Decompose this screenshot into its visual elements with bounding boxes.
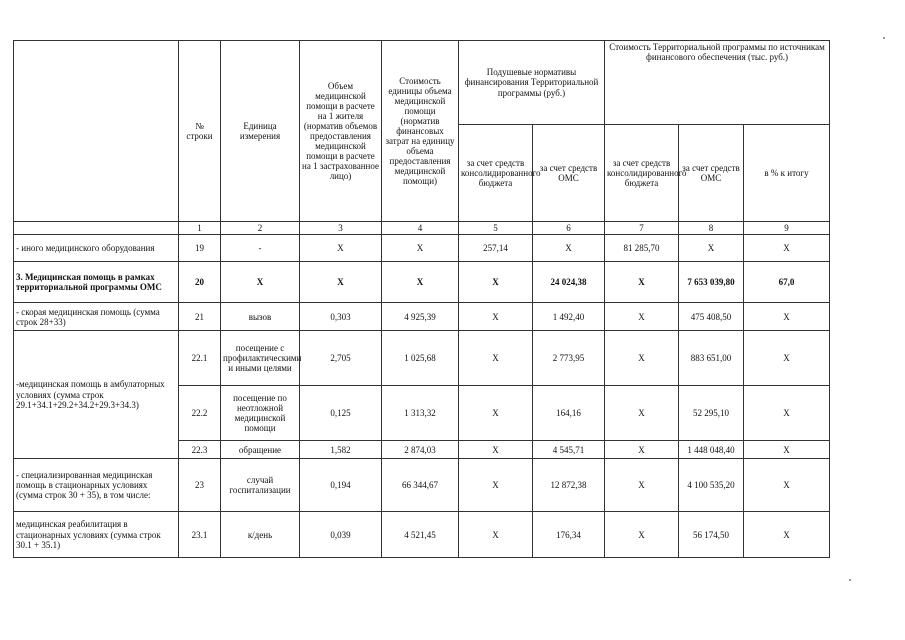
row-name: медицинская реабилитация в стационарных условиях (сумма строк 30.1 + 35.1) (14, 512, 179, 558)
scan-speck (883, 37, 885, 39)
row-cost: 66 344,67 (382, 459, 459, 512)
row-cp-percent: Х (744, 303, 830, 331)
row-pc-oms: 4 545,71 (533, 441, 605, 459)
column-numbers-row (14, 222, 830, 235)
row-pc-budget: Х (459, 512, 533, 558)
row-number: 20 (179, 262, 221, 303)
row-pc-oms: 2 773,95 (533, 331, 605, 386)
row-cp-budget: Х (605, 386, 679, 441)
row-unit: к/день (221, 512, 300, 558)
col-number: 2 (221, 222, 300, 235)
row-cp-oms: 883 651,00 (679, 331, 744, 386)
row-number: 22.2 (179, 386, 221, 441)
row-name: - иного медицинского оборудования (14, 235, 179, 262)
row-unit: обращение (221, 441, 300, 459)
row-cost: 4 521,45 (382, 512, 459, 558)
row-unit: вызов (221, 303, 300, 331)
row-cp-oms: 475 408,50 (679, 303, 744, 331)
table-row (14, 262, 830, 303)
row-pc-oms: 164,16 (533, 386, 605, 441)
row-cp-budget: Х (605, 441, 679, 459)
header-pc-oms: за счет средств ОМС (533, 125, 605, 222)
row-unit: случай госпитализации (221, 459, 300, 512)
row-unit: Х (221, 262, 300, 303)
row-number: 19 (179, 235, 221, 262)
row-name: - специализированная медицинская помощь в стационарных условиях (сумма строк 30 + 35), в том числе: (14, 459, 179, 512)
row-cp-percent: 67,0 (744, 262, 830, 303)
row-name: 3. Медицинская помощь в рамках территориальной программы ОМС (14, 262, 179, 303)
row-unit: посещение с профилактическими и иными целями (221, 331, 300, 386)
col-number: 1 (179, 222, 221, 235)
row-volume: 0,194 (300, 459, 382, 512)
row-cost: 4 925,39 (382, 303, 459, 331)
row-pc-budget: Х (459, 441, 533, 459)
col-number-blank (14, 222, 179, 235)
header-name-blank (14, 41, 179, 222)
table-row (14, 512, 830, 558)
row-cp-oms: 1 448 048,40 (679, 441, 744, 459)
header-volume: Объем медицинской помощи в расчете на 1 жителя (норматив объемов предоставления медицинской помощи в расчете на 1 застрахованное лицо) (300, 41, 382, 222)
row-unit: посещение по неотложной медицинской помощи (221, 386, 300, 441)
row-name: -медицинская помощь в амбулаторных условиях (сумма строк 29.1+34.1+29.2+34.2+29.3+34.3) (14, 331, 179, 459)
row-number: 23.1 (179, 512, 221, 558)
row-cost: Х (382, 262, 459, 303)
row-cost: 1 313,32 (382, 386, 459, 441)
row-pc-oms: Х (533, 235, 605, 262)
header-cost-program: Стоимость Территориальной программы по источникам финансового обеспечения (тыс. руб.) (605, 41, 830, 125)
row-cp-oms: 52 295,10 (679, 386, 744, 441)
header-cp-budget: за счет средств консолидированного бюджета (605, 125, 679, 222)
row-cp-percent: Х (744, 331, 830, 386)
row-volume: Х (300, 235, 382, 262)
row-volume: 0,039 (300, 512, 382, 558)
row-pc-budget: Х (459, 331, 533, 386)
header-per-capita: Подушевые нормативы финансирования Территориальной программы (руб.) (459, 41, 605, 125)
header-cp-percent: в % к итогу (744, 125, 830, 222)
row-pc-budget: Х (459, 459, 533, 512)
row-cp-percent: Х (744, 441, 830, 459)
header-row-num: № строки (179, 41, 221, 222)
header-cp-oms: за счет средств ОМС (679, 125, 744, 222)
row-cp-budget: Х (605, 262, 679, 303)
table-row (14, 235, 830, 262)
header-row-1 (14, 41, 830, 125)
row-volume: 2,705 (300, 331, 382, 386)
row-cost: 1 025,68 (382, 331, 459, 386)
row-pc-budget: Х (459, 262, 533, 303)
row-pc-budget: 257,14 (459, 235, 533, 262)
row-number: 21 (179, 303, 221, 331)
col-number: 7 (605, 222, 679, 235)
row-cost: 2 874,03 (382, 441, 459, 459)
col-number: 8 (679, 222, 744, 235)
row-cp-percent: Х (744, 386, 830, 441)
row-volume: Х (300, 262, 382, 303)
row-pc-oms: 24 024,38 (533, 262, 605, 303)
table-row (14, 331, 830, 386)
row-cp-percent: Х (744, 459, 830, 512)
scan-speck (849, 579, 851, 581)
header-cost-unit: Стоимость единицы объема медицинской помощи (норматив финансовых затрат на единицу объема предоставления медицинской помощи) (382, 41, 459, 222)
row-cp-oms: 56 174,50 (679, 512, 744, 558)
row-cp-budget: Х (605, 459, 679, 512)
row-pc-oms: 176,34 (533, 512, 605, 558)
row-number: 22.3 (179, 441, 221, 459)
row-pc-budget: Х (459, 303, 533, 331)
row-cp-percent: Х (744, 512, 830, 558)
table-row (14, 459, 830, 512)
col-number: 6 (533, 222, 605, 235)
row-pc-oms: 12 872,38 (533, 459, 605, 512)
row-volume: 0,303 (300, 303, 382, 331)
row-cp-budget: 81 285,70 (605, 235, 679, 262)
col-number: 5 (459, 222, 533, 235)
row-name: - скорая медицинская помощь (сумма строк 28+33) (14, 303, 179, 331)
col-number: 4 (382, 222, 459, 235)
row-pc-budget: Х (459, 386, 533, 441)
row-cp-percent: Х (744, 235, 830, 262)
header-pc-budget: за счет средств консолидированного бюджета (459, 125, 533, 222)
row-cp-oms: Х (679, 235, 744, 262)
row-cp-budget: Х (605, 303, 679, 331)
row-number: 22.1 (179, 331, 221, 386)
row-volume: 0,125 (300, 386, 382, 441)
financing-table (13, 40, 830, 558)
table-row (14, 303, 830, 331)
row-pc-oms: 1 492,40 (533, 303, 605, 331)
col-number: 9 (744, 222, 830, 235)
row-cp-budget: Х (605, 331, 679, 386)
row-cp-budget: Х (605, 512, 679, 558)
row-number: 23 (179, 459, 221, 512)
row-volume: 1,582 (300, 441, 382, 459)
row-cp-oms: 4 100 535,20 (679, 459, 744, 512)
row-unit: - (221, 235, 300, 262)
row-cost: Х (382, 235, 459, 262)
col-number: 3 (300, 222, 382, 235)
header-unit: Единица измерения (221, 41, 300, 222)
row-cp-oms: 7 653 039,80 (679, 262, 744, 303)
